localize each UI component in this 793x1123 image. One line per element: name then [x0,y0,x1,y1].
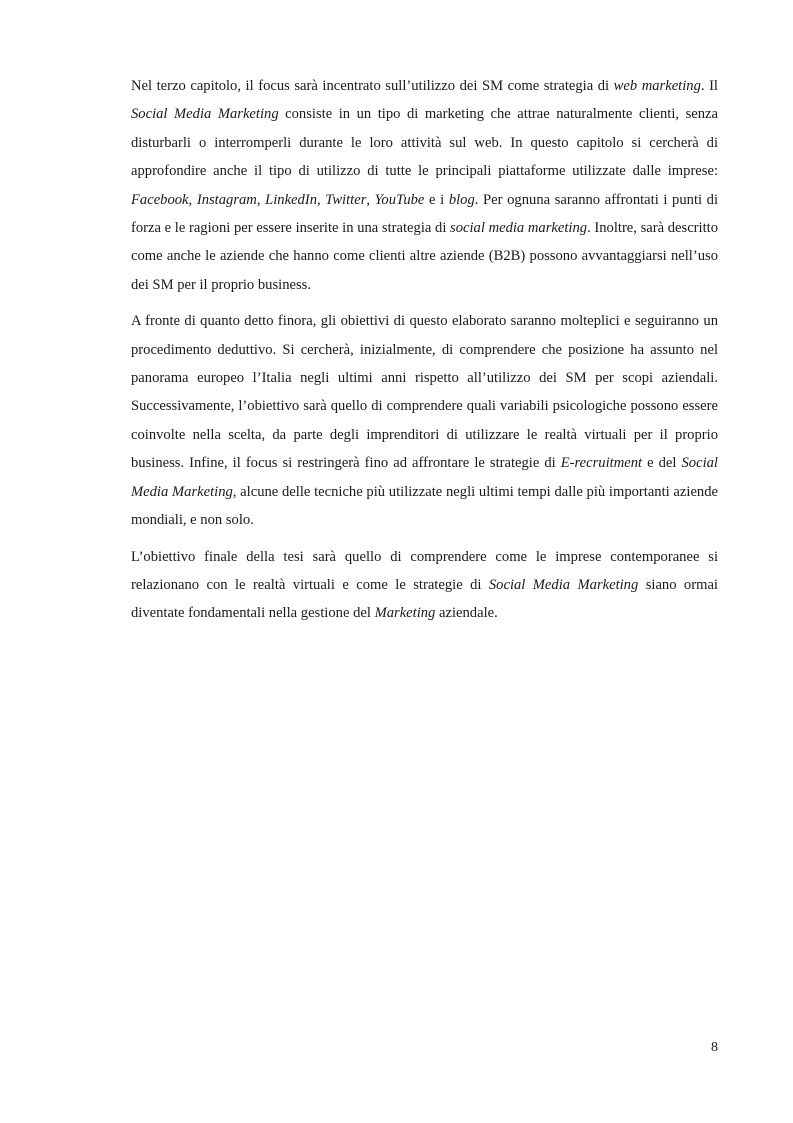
text-run: consiste in un tipo di marketing che attrae naturalmente clienti, senza disturbarli o interromperli durante le loro attività sul web. In questo capitolo si cercherà di approfondire anche il tipo di utilizzo di tutte le principali piattaforme utilizzate dalle imprese: [131,106,718,180]
text-run: L’obiettivo finale della tesi sarà quello di comprendere come le imprese contemporanee si relazionano con le realtà virtuali e come le strategie di [131,548,718,593]
text-run: , [188,191,197,208]
text-run: , [317,191,326,208]
italic-text: Twitter [325,191,367,208]
italic-text: blog [448,191,475,208]
text-run: . Inoltre, sarà descritto come anche le aziende che hanno come clienti altre aziende (B2B) possono avvantaggiarsi nell’uso dei SM per il proprio business. [131,220,719,293]
page-number: 8 [711,1040,718,1055]
text-run: A fronte di quanto detto finora, gli obiettivi di questo elaborato saranno molteplici e seguiranno un procedimento deduttivo. Si cercherà, inizialmente, di comprendere che posizione ha assunto nel panorama europeo l’Italia negli ultimi anni rispetto all’utilizzo dei SM per scopi aziendali. Successivamente, l’obiettivo sarà quello di comprendere quali variabili psicologiche possono essere coinvolte nella scelta, da parte degli imprenditori di utilizzare le realtà virtuali per il proprio business. Infine, il focus si restringerà fino ad affrontare le strategie di [131,313,718,472]
text-run: e i [424,191,449,208]
text-run: . Per ognuna saranno affrontati i punti di forza e le ragioni per essere inserite in una strategia di [131,191,719,237]
italic-text: LinkedIn [265,191,317,208]
text-run: . Il [700,78,718,94]
italic-text: E-recruitment [560,455,643,472]
text-run: , [256,191,266,208]
italic-text: YouTube [374,191,425,208]
text-run: aziendale. [435,605,498,622]
text-run: , [366,191,375,208]
italic-text: Social Media Marketing [131,106,279,123]
text-run: , alcune delle tecniche più utilizzate negli ultimi tempi dalle più importanti aziende mondiali, e non solo. [131,483,718,529]
italic-text: web marketing [613,78,701,94]
italic-text: Facebook [131,191,189,208]
italic-text: social media marketing [450,220,588,237]
paragraph-2 [131,307,718,534]
italic-text: Marketing [374,605,436,622]
body-text [131,72,718,636]
text-run: siano ormai diventate fondamentali nella gestione del [131,576,718,622]
italic-text: Social Media Marketing [131,455,718,500]
italic-text: Instagram [196,191,257,208]
paragraph-1 [131,72,718,299]
italic-text: Social Media Marketing [488,576,639,593]
text-run: e del [642,455,682,472]
paragraph-3 [131,543,718,628]
text-run: Nel terzo capitolo, il focus sarà incentrato sull’utilizzo dei SM come strategia di [131,78,614,94]
